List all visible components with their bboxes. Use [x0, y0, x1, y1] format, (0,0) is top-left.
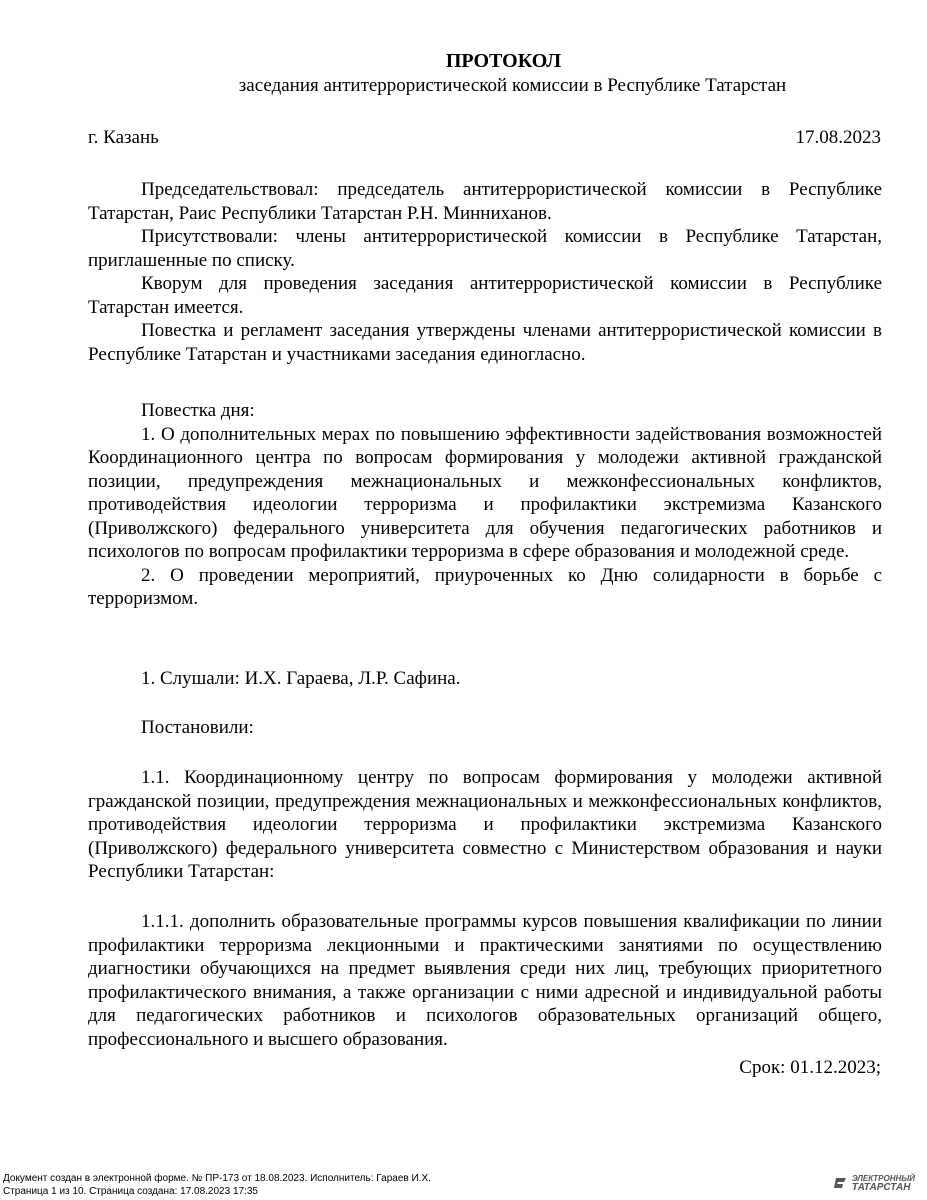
logo-text-bottom: ТАТАРСТАН	[851, 1182, 911, 1193]
agenda-item: 2. О проведении мероприятий, приуроченных ко Дню солидарности в борьбе с терроризмом.	[88, 564, 882, 609]
agenda-heading: Повестка дня:	[141, 400, 255, 421]
intro-section	[88, 178, 882, 366]
footer-line-2: Страница 1 из 10. Страница создана: 17.08.2023 17:35	[3, 1186, 258, 1197]
document-footer	[3, 1172, 431, 1198]
agenda-approval-paragraph: Повестка и регламент заседания утверждены членами антитеррористической комиссии в Республике Татарстан и участниками заседания единогласно.	[88, 320, 882, 365]
agenda-section	[88, 399, 882, 611]
resolved-heading: Постановили:	[141, 717, 254, 738]
document-title: ПРОТОКОЛ	[445, 50, 562, 72]
meeting-city: г. Казань	[88, 127, 159, 148]
logo-text-top: ЭЛЕКТРОННЫЙ	[851, 1174, 915, 1183]
heard-line: 1. Слушали: И.Х. Гараева, Л.Р. Сафина.	[141, 668, 461, 689]
quorum-paragraph: Кворум для проведения заседания антитеррористической комиссии в Республике Татарстан имеется.	[88, 273, 882, 318]
deadline: Срок: 01.12.2023;	[739, 1057, 881, 1078]
resolution-item: 1.1.1. дополнить образовательные программы курсов повышения квалификации по линии профилактики терроризма лекционными и практическими занятиями по осуществлению диагностики обучающихся на предмет выявления среди них лиц, требующих приоритетного профилактического внимания, а также организации с ними адресной и индивидуальной работы для педагогических работников и психологов образовательных организаций общего, профессионального и высшего образования.	[88, 911, 882, 1050]
logo-icon	[834, 1176, 848, 1190]
resolution-1-1-1	[88, 910, 882, 1051]
resolution-1-1	[88, 766, 882, 884]
chairman-paragraph: Председательствовал: председатель антитеррористической комиссии в Республике Татарстан, Раис Республики Татарстан Р.Н. Минниханов.	[88, 179, 882, 224]
resolution-item: 1.1. Координационному центру по вопросам формирования у молодежи активной гражданской позиции, предупреждения межнациональных и межконфессиональных конфликтов, противодействия идеологии терроризма и профилактики экстремизма Казанского (Приволжского) федерального университета совместно с Министерством образования и науки Республики Татарстан:	[88, 767, 882, 882]
heard-section	[88, 667, 882, 691]
attendees-paragraph: Присутствовали: члены антитеррористической комиссии в Республике Татарстан, приглашенные по списку.	[88, 226, 882, 271]
footer-line-1: Документ создан в электронной форме. № ПР-173 от 18.08.2023. Исполнитель: Гараев И.Х.	[3, 1173, 431, 1184]
electronic-tatarstan-logo	[834, 1174, 915, 1192]
meeting-date: 17.08.2023	[795, 127, 881, 148]
document-subtitle: заседания антитеррористической комиссии в Республике Татарстан	[238, 75, 787, 96]
resolved-section	[88, 716, 882, 740]
agenda-item: 1. О дополнительных мерах по повышению эффективности задействования возможностей Координационного центра по вопросам формирования у молодежи активной гражданской позиции, предупреждения межнациональных и межконфессиональных конфликтов, противодействия идеологии терроризма и профилактики экстремизма Казанского (Приволжского) федерального университета для обучения педагогических работников и психологов по вопросам профилактики терроризма в сфере образования и молодежной среде.	[88, 423, 882, 562]
